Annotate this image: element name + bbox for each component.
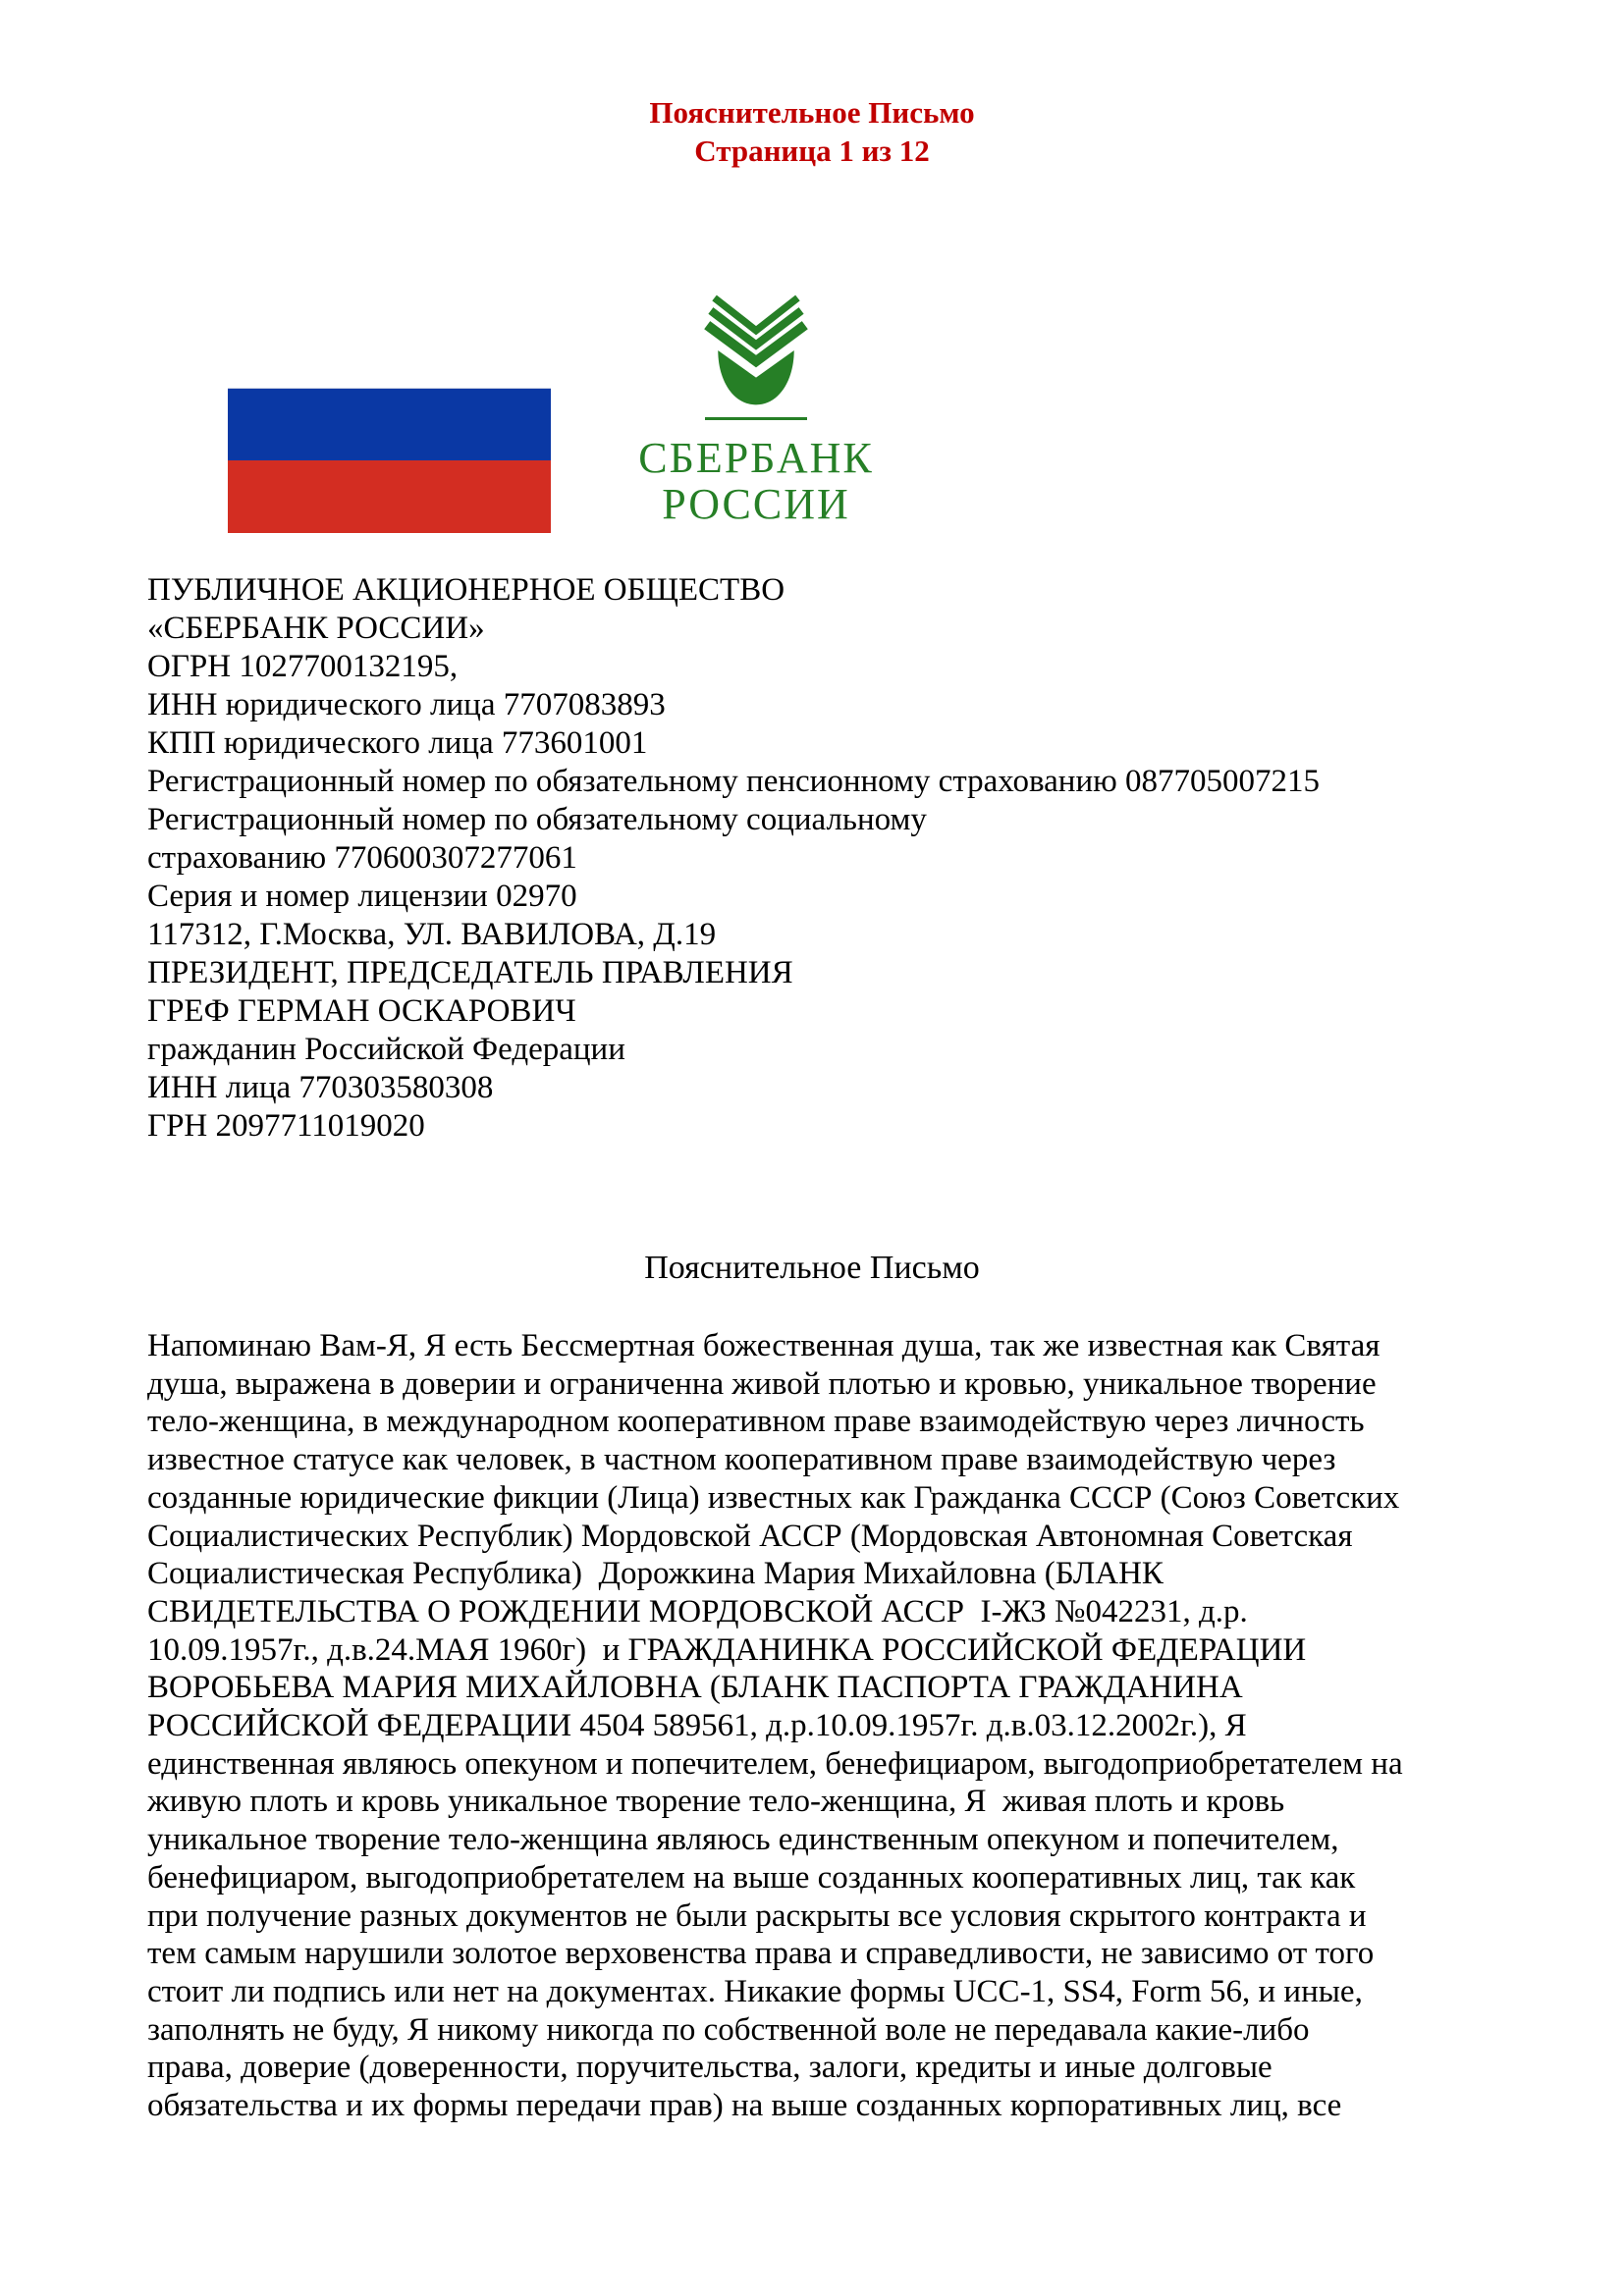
company-detail-line: ГРЕФ ГЕРМАН ОСКАРОВИЧ [147,993,576,1029]
letter-body-line: ВОРОБЬЕВА МАРИЯ МИХАЙЛОВНА (БЛАНК ПАСПОРТА ГРАЖДАНИНА [147,1670,1243,1706]
letter-body-line: 10.09.1957г., д.в.24.МАЯ 1960г) и ГРАЖДАНИНКА РОССИЙСКОЙ ФЕДЕРАЦИИ [147,1631,1307,1668]
letter-body-line: живую плоть и кровь уникальное творение тело-женщина, Я живая плоть и кровь [147,1784,1285,1820]
letter-body-line: уникальное творение тело-женщина являюсь единственным опекуном и попечителем, [147,1822,1339,1858]
letter-body-line: Социалистических Республик) Мордовской АССР (Мордовская Автономная Советская [147,1518,1353,1554]
company-detail-line: Регистрационный номер по обязательному пенсионному страхованию 087705007215 [147,764,1321,799]
company-detail-line: ИНН лица 770303580308 [147,1070,494,1105]
letter-body-line: тем самым нарушили золотое верховенства права и справедливости, не зависимо от того [147,1936,1375,1972]
company-details [147,571,1522,1146]
flag-red-stripe [228,460,551,533]
letter-body [147,1327,1522,2125]
russian-flag-image [228,316,551,532]
company-detail-line: ПУБЛИЧНОЕ АКЦИОНЕРНОЕ ОБЩЕСТВО [147,572,785,608]
document-header [0,93,1624,170]
letter-body-line: бенефициаром, выгодоприобретателем на выше созданных кооперативных лиц, так как [147,1859,1356,1896]
flag-blue-stripe [228,388,551,460]
letter-body-line: известное статусе как человек, в частном кооперативном праве взаимодействую через [147,1442,1336,1478]
letter-heading: Пояснительное Письмо [644,1250,980,1286]
letter-body-line: при получение разных документов не были раскрыты все условия скрытого контракта и [147,1897,1367,1934]
flag-white-stripe [228,316,551,388]
letter-body-line: созданные юридические фикции (Лица) известных как Гражданка СССР (Союз Советских [147,1479,1400,1516]
letter-body-line: душа, выражена в доверии и ограниченна живой плотью и кровью, уникальное творение [147,1365,1377,1402]
company-detail-line: Серия и номер лицензии 02970 [147,879,577,914]
letter-body-line: тело-женщина, в международном кооперативном праве взаимодействую через личность [147,1404,1365,1440]
letter-body-line: заполнять не буду, Я никому никогда по собственной воле не передавала какие-либо [147,2011,1310,2048]
logo-bank-country: РОССИИ [662,480,850,528]
sberbank-logo [609,293,903,526]
header-title: Пояснительное Письмо [649,95,975,130]
letter-body-line: РОССИЙСКОЙ ФЕДЕРАЦИИ 4504 589561, д.р.10.09.1957г. д.в.03.12.2002г.), Я [147,1708,1247,1744]
letter-body-line: СВИДЕТЕЛЬСТВА О РОЖДЕНИИ МОРДОВСКОЙ АССР I-ЖЗ №042231, д.р. [147,1593,1248,1629]
company-detail-line: «СБЕРБАНК РОССИИ» [147,611,485,646]
company-detail-line: Регистрационный номер по обязательному социальному [147,802,927,837]
header-page-number: Страница 1 из 12 [694,133,930,168]
letter-body-line: стоит ли подпись или нет на документах. Никакие формы UCC-1, SS4, Form 56, и иные, [147,1973,1363,2009]
company-detail-line: ОГРН 1027700132195, [147,649,459,684]
company-detail-line: ИНН юридического лица 7707083893 [147,687,666,722]
company-detail-line: страхованию 770600307277061 [147,840,577,876]
company-detail-line: КПП юридического лица 773601001 [147,725,648,761]
logo-bank-name: СБЕРБАНК [638,434,874,482]
company-detail-line: 117312, Г.Москва, УЛ. ВАВИЛОВА, Д.19 [147,917,717,952]
letter-body-line: права, доверие (доверенности, поручительства, залоги, кредиты и иные долговые [147,2050,1272,2086]
logo-divider-line [705,417,807,420]
company-detail-line: ГРН 2097711019020 [147,1108,425,1144]
letter-body-line: Социалистическая Республика) Дорожкина Мария Михайловна (БЛАНК [147,1556,1164,1592]
letter-body-line: обязательства и их формы передачи прав) на выше созданных корпоративных лиц, все [147,2088,1342,2124]
company-detail-line: ПРЕЗИДЕНТ, ПРЕДСЕДАТЕЛЬ ПРАВЛЕНИЯ [147,955,793,990]
letter-body-line: Напоминаю Вам-Я, Я есть Бессмертная божественная душа, так же известная как Святая [147,1328,1380,1363]
sberbank-emblem-icon [701,293,811,408]
letter-body-line: единственная являюсь опекуном и попечителем, бенефициаром, выгодоприобретателем на [147,1745,1403,1782]
company-detail-line: гражданин Российской Федерации [147,1032,625,1067]
